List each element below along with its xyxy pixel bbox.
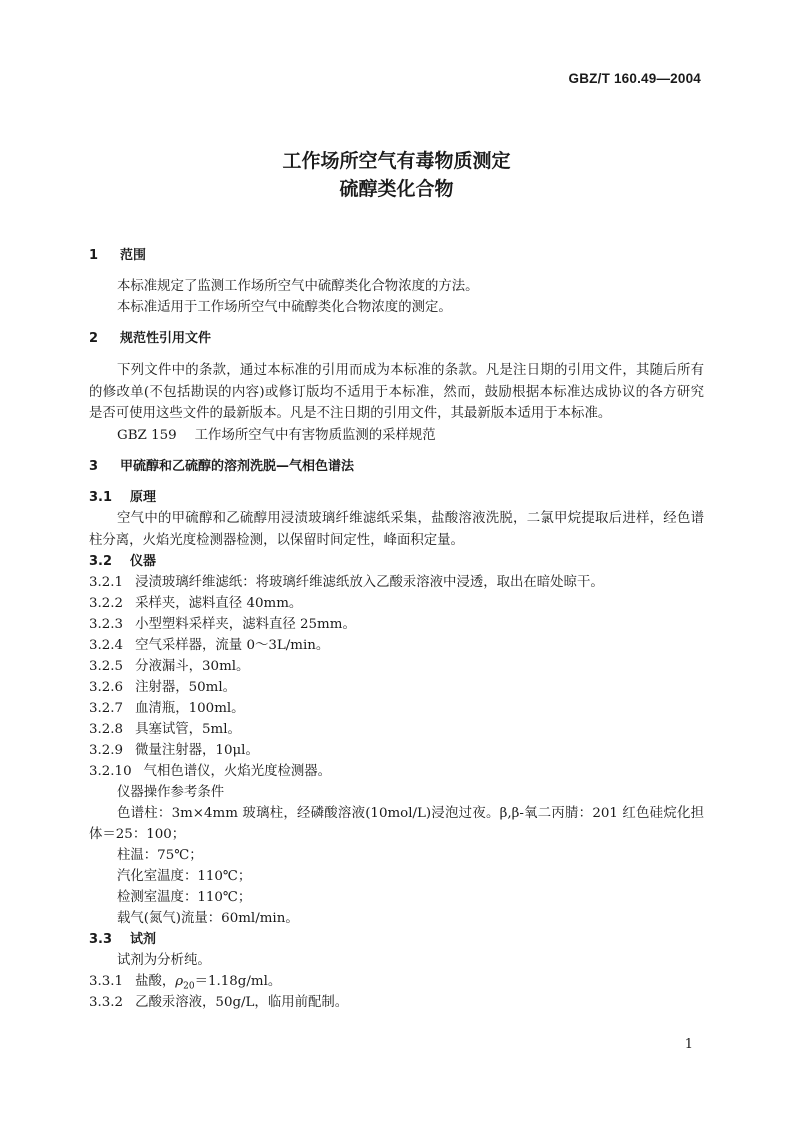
item-text: 乙酸汞溶液，50g/L，临用前配制。 <box>135 995 349 1010</box>
list-item <box>89 678 704 698</box>
item-text: 采样夹，滤料直径 40mm。 <box>135 596 303 611</box>
subsection-number: 3.3 <box>89 932 113 947</box>
item-number: 3.2.9 <box>89 743 124 758</box>
conditions-title: 仪器操作参考条件 <box>117 785 225 800</box>
list-item <box>89 594 704 614</box>
item-text: 注射器，50ml。 <box>135 680 237 695</box>
list-item <box>89 699 704 719</box>
subsection-number: 3.1 <box>89 490 113 505</box>
subsection-title: 仪器 <box>130 554 157 569</box>
item-text: 浸渍玻璃纤维滤纸：将玻璃纤维滤纸放入乙酸汞溶液中浸透，取出在暗处晾干。 <box>135 575 604 590</box>
normative-reference <box>117 426 704 446</box>
condition-line: 检测室温度：110℃； <box>117 890 252 905</box>
item-text: 分液漏斗，30ml。 <box>135 659 250 674</box>
list-item <box>89 573 704 593</box>
paragraph: 本标准规定了监测工作场所空气中硫醇类化合物浓度的方法。 <box>117 279 479 294</box>
item-number: 3.2.8 <box>89 722 124 737</box>
item-number: 3.3.2 <box>89 995 124 1010</box>
subsection-title: 试剂 <box>130 932 157 947</box>
item-number: 3.2.10 <box>89 764 132 779</box>
condition-line: 载气(氮气)流量：60ml/min。 <box>117 911 299 926</box>
paragraph: 本标准适用于工作场所空气中硫醇类化合物浓度的测定。 <box>117 300 452 315</box>
item-number: 3.2.3 <box>89 617 124 632</box>
title-line-1: 工作场所空气有毒物质测定 <box>282 150 511 172</box>
item-number: 3.2.6 <box>89 680 124 695</box>
list-item <box>89 762 704 782</box>
item-number: 3.2.4 <box>89 638 124 653</box>
item-text: 血清瓶，100ml。 <box>135 701 245 716</box>
section-title: 甲硫醇和乙硫醇的溶剂洗脱—气相色谱法 <box>120 459 355 474</box>
density-symbol: ρ <box>175 974 184 989</box>
list-item <box>89 993 704 1013</box>
condition-line: 色谱柱：3m×4mm 玻璃柱，经磷酸溶液(10mol/L)浸泡过夜。β,β-氧二丙腈：201 红色硅烷化担 <box>117 806 704 821</box>
list-item <box>89 741 704 761</box>
item-number: 3.2.7 <box>89 701 124 716</box>
item-text: ＝1.18g/ml。 <box>194 974 282 989</box>
reference-code: GBZ 159 <box>117 428 177 443</box>
paragraph-line: 柱分离，火焰光度检测器检测，以保留时间定性，峰面积定量。 <box>89 533 464 548</box>
condition-line: 汽化室温度：110℃； <box>117 869 252 884</box>
item-text: 具塞试管，5ml。 <box>135 722 241 737</box>
subsection-3-3-heading <box>89 930 704 950</box>
item-text: 微量注射器，10μl。 <box>135 743 259 758</box>
section-title: 规范性引用文件 <box>120 331 212 346</box>
subsection-3-1-heading <box>89 488 704 508</box>
list-item <box>89 720 704 740</box>
list-item <box>89 636 704 656</box>
item-number: 3.2.1 <box>89 575 124 590</box>
condition-line: 体＝25：100； <box>89 827 186 842</box>
section-number: 1 <box>89 248 99 263</box>
section-3-heading <box>89 457 704 477</box>
section-2-heading <box>89 329 704 349</box>
condition-line: 柱温：75℃； <box>117 848 203 863</box>
item-number: 3.2.5 <box>89 659 124 674</box>
subsection-number: 3.2 <box>89 554 113 569</box>
paragraph-line: 的修改单(不包括勘误的内容)或修订版均不适用于本标准，然而，鼓励根据本标准达成协议的各方研究 <box>89 385 704 400</box>
list-item <box>89 615 704 635</box>
density-subscript: 20 <box>183 981 195 992</box>
item-text: 盐酸， <box>135 974 176 989</box>
section-number: 3 <box>89 459 99 474</box>
subsection-3-2-heading <box>89 552 704 572</box>
paragraph-line: 下列文件中的条款，通过本标准的引用而成为本标准的条款。凡是注日期的引用文件，其随后所有 <box>117 363 704 378</box>
title-line-2: 硫醇类化合物 <box>339 178 454 200</box>
paragraph: 试剂为分析纯。 <box>117 953 211 968</box>
paragraph-line: 是否可使用这些文件的最新版本。凡是不注日期的引用文件，其最新版本适用于本标准。 <box>89 406 612 421</box>
subsection-title: 原理 <box>130 490 157 505</box>
standard-code: GBZ/T 160.49—2004 <box>568 71 701 86</box>
item-number: 3.2.2 <box>89 596 124 611</box>
list-item <box>89 657 704 677</box>
section-number: 2 <box>89 331 99 346</box>
item-text: 空气采样器，流量 0～3L/min。 <box>135 638 330 653</box>
paragraph-line: 空气中的甲硫醇和乙硫醇用浸渍玻璃纤维滤纸采集，盐酸溶液洗脱，二氯甲烷提取后进样，经色谱 <box>117 511 704 526</box>
page-number: 1 <box>684 1037 693 1052</box>
item-text: 气相色谱仪，火焰光度检测器。 <box>143 764 332 779</box>
section-title: 范围 <box>120 248 147 263</box>
section-1-heading <box>89 246 704 266</box>
item-number: 3.3.1 <box>89 974 124 989</box>
item-text: 小型塑料采样夹，滤料直径 25mm。 <box>135 617 356 632</box>
reference-title: 工作场所空气中有害物质监测的采样规范 <box>194 428 436 443</box>
